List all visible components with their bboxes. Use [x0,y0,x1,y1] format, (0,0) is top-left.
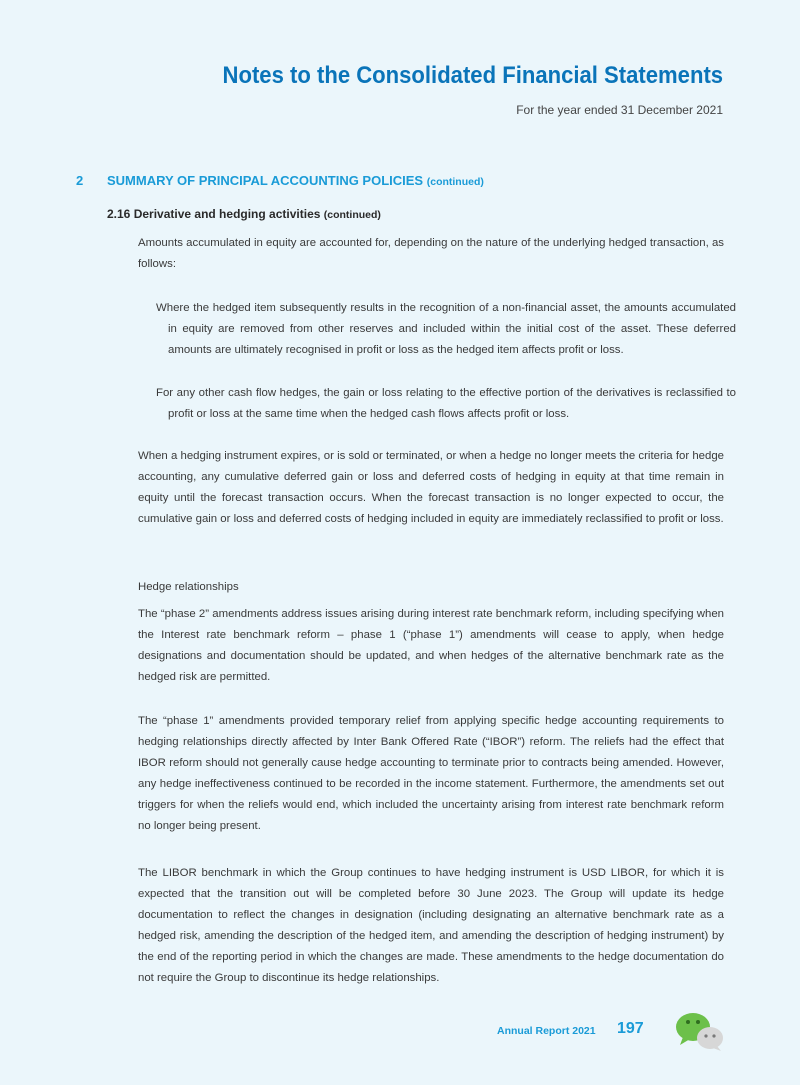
paragraph: Amounts accumulated in equity are accounted for, depending on the nature of the underlying hedged transaction, as follows: [138,237,724,270]
subheading: Hedge relationships [138,581,239,593]
section-title [107,173,484,188]
subsection-title-text: 2.16 Derivative and hedging activities [107,207,321,221]
indented-paragraph: Where the hedged item subsequently results in the recognition of a non-financial asset, the amounts accumulated in equity are removed from other reserves and included within the initial cost of the asset. These deferred amounts are ultimately recognised in profit or loss as the hedged item affects profit or loss. [156,302,736,356]
page-number: 197 [617,1020,644,1037]
indented-paragraph: For any other cash flow hedges, the gain or loss relating to the effective portion of the derivatives is reclassified to profit or loss at the same time when the hedged cash flows affects profit or loss. [156,387,736,420]
paragraph: The “phase 1” amendments provided temporary relief from applying specific hedge accounting requirements to hedging relationships directly affected by Inter Bank Offered Rate (“IBOR”) reform. The reliefs had the effect that IBOR reform should not generally cause hedge accounting to terminate prior to contracts being amended. However, any hedge ineffectiveness continued to be recorded in the income statement. Furthermore, the amendments set out triggers for when the reliefs would end, which included the uncertainty arising from interest rate benchmark reform no longer being present. [138,715,724,832]
subsection-continued: (continued) [323,209,381,221]
paragraph: When a hedging instrument expires, or is sold or terminated, or when a hedge no longer meets the criteria for hedge accounting, any cumulative deferred gain or loss and deferred costs of hedging in equity at that time remain in equity until the forecast transaction occurs. When the forecast transaction is no longer expected to occur, the cumulative gain or loss and deferred costs of hedging included in equity are immediately reclassified to profit or loss. [138,450,724,525]
page-subtitle: For the year ended 31 December 2021 [516,103,723,117]
section-title-text: SUMMARY OF PRINCIPAL ACCOUNTING POLICIES [107,173,424,188]
footer-label: Annual Report 2021 [497,1025,596,1037]
subsection-title [107,207,381,221]
paragraph: The LIBOR benchmark in which the Group continues to have hedging instrument is USD LIBOR, for which it is expected that the transition out will be completed before 30 June 2023. The Group will update its hedge documentation to reflect the changes in designation (including designating an alternative benchmark rate as a hedged risk, amending the description of the hedged item, and amending the description of hedging instrument) by the end of the reporting period in which the changes are made. These amendments to the hedge documentation do not require the Group to discontinue its hedge relationships. [138,867,724,984]
section-number: 2 [76,173,84,188]
chat-bubbles-icon [675,1010,725,1052]
section-continued: (continued) [426,176,484,188]
paragraph: The “phase 2” amendments address issues arising during interest rate benchmark reform, including specifying when the Interest rate benchmark reform – phase 1 (“phase 1”) amendments will cease to apply, when hedge designations and documentation should be updated, and when hedges of the alternative benchmark rate as the hedged risk are permitted. [138,608,724,683]
page-title: Notes to the Consolidated Financial Statements [222,62,723,89]
